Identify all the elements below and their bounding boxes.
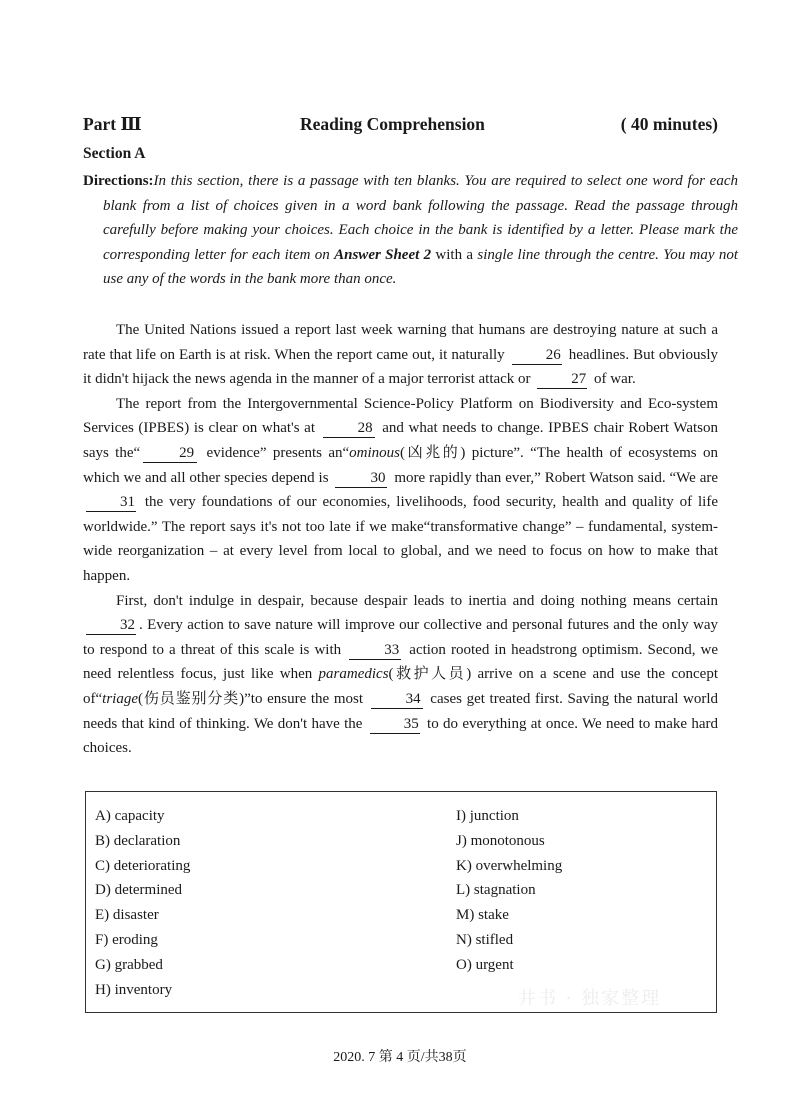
blank-27[interactable]: 27 — [537, 371, 587, 389]
paragraph-3 — [83, 589, 718, 761]
paragraph-2 — [83, 392, 718, 589]
directions-text-3: single line through the centre — [477, 246, 656, 263]
passage-text: of war. — [594, 371, 636, 388]
word-choice[interactable]: M) stake — [456, 907, 509, 924]
watermark: 井书 · 独家整理 — [518, 988, 662, 1009]
passage-text: evidence” presents an“ — [206, 444, 350, 461]
passage-text: to do everything at once. We need to make hard choices. — [83, 715, 718, 757]
directions — [83, 169, 738, 292]
passage-text: cases get treated first. Saving the natural world needs that kind of thinking. We don't have the — [83, 690, 719, 732]
blank-32[interactable]: 32 — [86, 617, 136, 635]
passage-text: (救护人员) arrive on a scene and use the concept of“ — [83, 666, 718, 707]
word-choice[interactable]: K) overwhelming — [456, 857, 563, 874]
word-choice[interactable]: E) disaster — [95, 907, 159, 924]
directions-text-1: In this section, there is a passage with ten blanks. You are required to select one word for each blank from a list of choices given in a word bank following the passage. Read the passage through carefully before making your choices. Each choice in the bank is identified by a letter. Please mark the corresponding letter for each item on — [103, 173, 738, 263]
part-number: Part Ⅲ — [83, 114, 142, 134]
word-bank-right-column — [456, 804, 562, 978]
word-choice[interactable]: L) stagnation — [456, 882, 536, 899]
word-choice[interactable]: N) stifled — [456, 931, 514, 948]
time-limit: ( 40 minutes) — [620, 114, 718, 134]
passage-text: the very foundations of our economies, livelihoods, food security, health and quality of life worldwide.” The report says it's not too late if we make“transformative change” – fundamental, system-wide reorganization – at every level from local to global, and we need to focus on how to make that happen. — [83, 494, 719, 584]
directions-label: Directions: — [83, 173, 154, 189]
directions-text-2: with a — [431, 246, 478, 263]
word-choice[interactable]: G) grabbed — [95, 956, 163, 973]
passage-text: more rapidly than ever,” Robert Watson said. “We are — [394, 469, 719, 486]
passage-text: The United Nations issued a report last week warning that humans are destroying nature at such a rate that life on Earth is at risk. When the report came out, it naturally — [83, 322, 718, 363]
blank-28[interactable]: 28 — [323, 420, 375, 438]
paragraph-1 — [83, 318, 718, 392]
passage-text: headlines. But obviously it didn't hijack the news agenda in the manner of a major terrorist attack or — [83, 346, 719, 388]
passage-text: First, don't indulge in despair, because despair leads to inertia and doing nothing means certain — [116, 592, 718, 609]
passage-text: . Every action to save nature will improve our collective and personal futures and the only way to respond to a threat of this scale is with — [83, 617, 718, 658]
blank-26[interactable]: 26 — [512, 347, 562, 365]
word-bank-left-column — [95, 804, 190, 1002]
answer-sheet-ref: Answer Sheet 2 — [334, 246, 432, 263]
passage-text: (伤员鉴别分类)”to ensure the most — [138, 690, 364, 707]
blank-33[interactable]: 33 — [349, 642, 401, 660]
word-choice[interactable]: O) urgent — [456, 956, 514, 973]
section-label: Section A — [83, 145, 146, 162]
passage-text: action rooted in headstrong optimism. Second, we need relentless focus, just like when — [83, 641, 719, 683]
passage-text: The report from the Intergovernmental Science-Policy Platform on Biodiversity and Eco-system Services (IPBES) is clear on what's at — [83, 395, 718, 437]
part-title: Reading Comprehension — [300, 114, 485, 134]
word-bank — [85, 791, 717, 1013]
directions-text-4: . You may not use any of the words in the bank more than once. — [103, 246, 738, 288]
word-choice[interactable]: J) monotonous — [456, 832, 545, 849]
blank-31[interactable]: 31 — [86, 494, 136, 512]
passage-italic: ominous — [349, 444, 400, 461]
blank-29[interactable]: 29 — [143, 445, 197, 463]
passage-italic: triage — [102, 690, 138, 707]
word-choice[interactable]: F) eroding — [95, 931, 158, 948]
word-choice[interactable]: H) inventory — [95, 981, 173, 998]
word-choice[interactable]: B) declaration — [95, 832, 181, 849]
blank-35[interactable]: 35 — [370, 716, 420, 734]
page-footer: 2020. 7 第 4 页/共38页 — [333, 1050, 467, 1065]
word-choice[interactable]: C) deteriorating — [95, 857, 191, 874]
passage-text: (凶兆的) picture”. “The health of ecosystems on which we and all other species depend is — [83, 444, 718, 486]
passage-italic: paramedics — [318, 666, 389, 683]
word-choice[interactable]: D) determined — [95, 882, 183, 899]
blank-30[interactable]: 30 — [335, 470, 387, 488]
word-choice[interactable]: A) capacity — [95, 808, 165, 824]
passage-text: and what needs to change. IPBES chair Robert Watson says the“ — [83, 420, 719, 461]
blank-34[interactable]: 34 — [371, 691, 423, 709]
part-header — [83, 114, 718, 142]
passage — [83, 318, 718, 761]
word-choice[interactable]: I) junction — [456, 808, 519, 824]
